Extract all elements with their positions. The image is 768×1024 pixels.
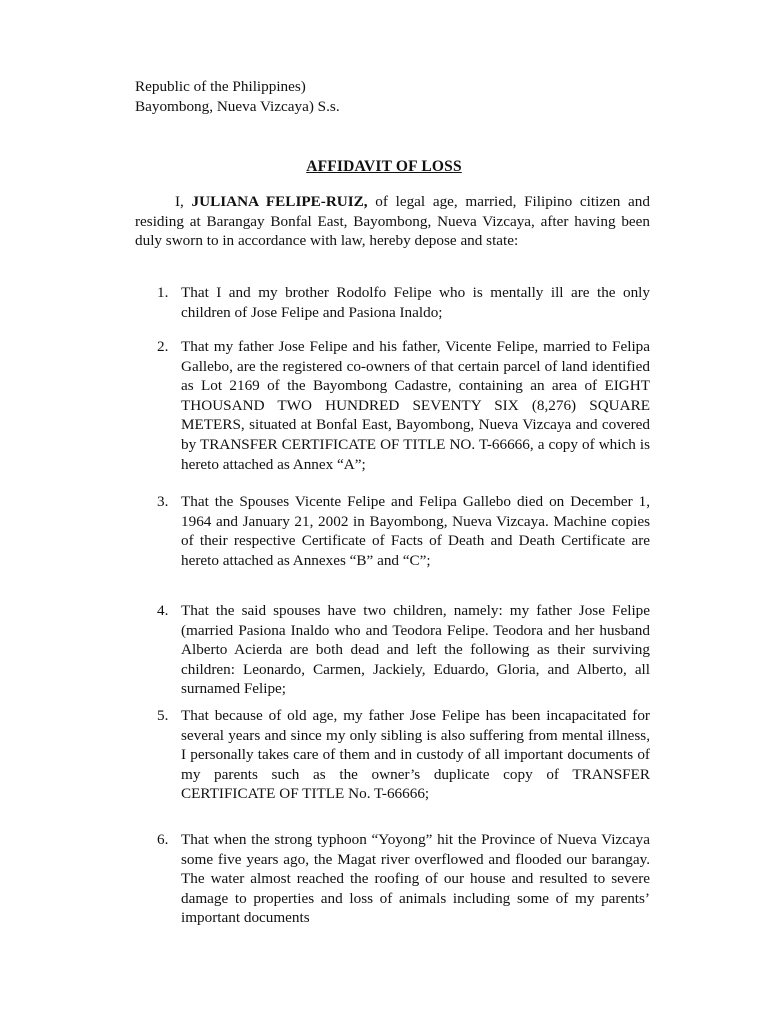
item-text: That my father Jose Felipe and his father, Vicente Felipe, married to Felipa Gallebo, are the registered co-owners of that certain parcel of land identified as Lot 2169 of the Bayombong Cadastre, containing an area of EIGHT THOUSAND TWO HUNDRED SEVENTY SIX (8,276) SQUARE METERS, situated at Bonfal East, Bayombong, Nueva Vizcaya and covered by TRANSFER CERTIFICATE OF TITLE NO. T-66666, a copy of which is hereto attached as Annex “A”; — [181, 338, 650, 473]
item-number: 2. — [157, 338, 169, 355]
item-number: 5. — [157, 707, 169, 724]
document-title: AFFIDAVIT OF LOSS — [306, 158, 462, 175]
list-item — [135, 830, 650, 928]
list-item — [135, 601, 650, 699]
list-item — [135, 283, 650, 322]
item-text: That because of old age, my father Jose Felipe has been incapacitated for several years and since my only sibling is also suffering from mental illness, I personally takes care of them and in custody of all important documents of my parents such as the owner’s duplicate copy of TRANSFER CERTIFICATE OF TITLE No. T-66666; — [181, 707, 650, 803]
intro-text: of legal age, married, Filipino citizen and residing at Barangay Bonfal East, Bayombong, Nueva Vizcaya, after having been duly sworn to in accordance with law, hereby depose and state: — [135, 193, 650, 250]
intro-prefix: I, — [175, 193, 192, 210]
item-text: That I and my brother Rodolfo Felipe who is mentally ill are the only children of Jose Felipe and Pasiona Inaldo; — [181, 284, 650, 321]
venue-line-republic: Republic of the Philippines) — [135, 78, 306, 95]
item-number: 3. — [157, 493, 169, 510]
item-text: That the said spouses have two children, namely: my father Jose Felipe (married Pasiona Inaldo who and Teodora Felipe. Teodora and her husband Alberto Acierda are both dead and left the following as their surviving children: Leonardo, Carmen, Jackiely, Eduardo, Gloria, and Alberto, all surnamed Felipe; — [181, 602, 650, 698]
list-item — [135, 337, 650, 474]
item-number: 1. — [157, 284, 169, 301]
item-text: That the Spouses Vicente Felipe and Felipa Gallebo died on December 1, 1964 and January 21, 2002 in Bayombong, Nueva Vizcaya. Machine copies of their respective Certificate of Facts of Death and Death Certificate are hereto attached as Annexes “B” and “C”; — [181, 493, 650, 569]
intro-paragraph — [135, 192, 650, 251]
item-text: That when the strong typhoon “Yoyong” hit the Province of Nueva Vizcaya some five years ago, the Magat river overflowed and flooded our barangay. The water almost reached the roofing of our house and resulted to severe damage to properties and loss of animals including some of my parents’ important documents — [181, 831, 650, 927]
item-number: 4. — [157, 602, 169, 619]
venue-block — [135, 77, 655, 116]
venue-line-municipality: Bayombong, Nueva Vizcaya) S.s. — [135, 97, 340, 115]
item-number: 6. — [157, 831, 169, 848]
affiant-name: JULIANA FELIPE-RUIZ, — [191, 193, 368, 210]
list-item — [135, 492, 650, 570]
list-item — [135, 706, 650, 804]
